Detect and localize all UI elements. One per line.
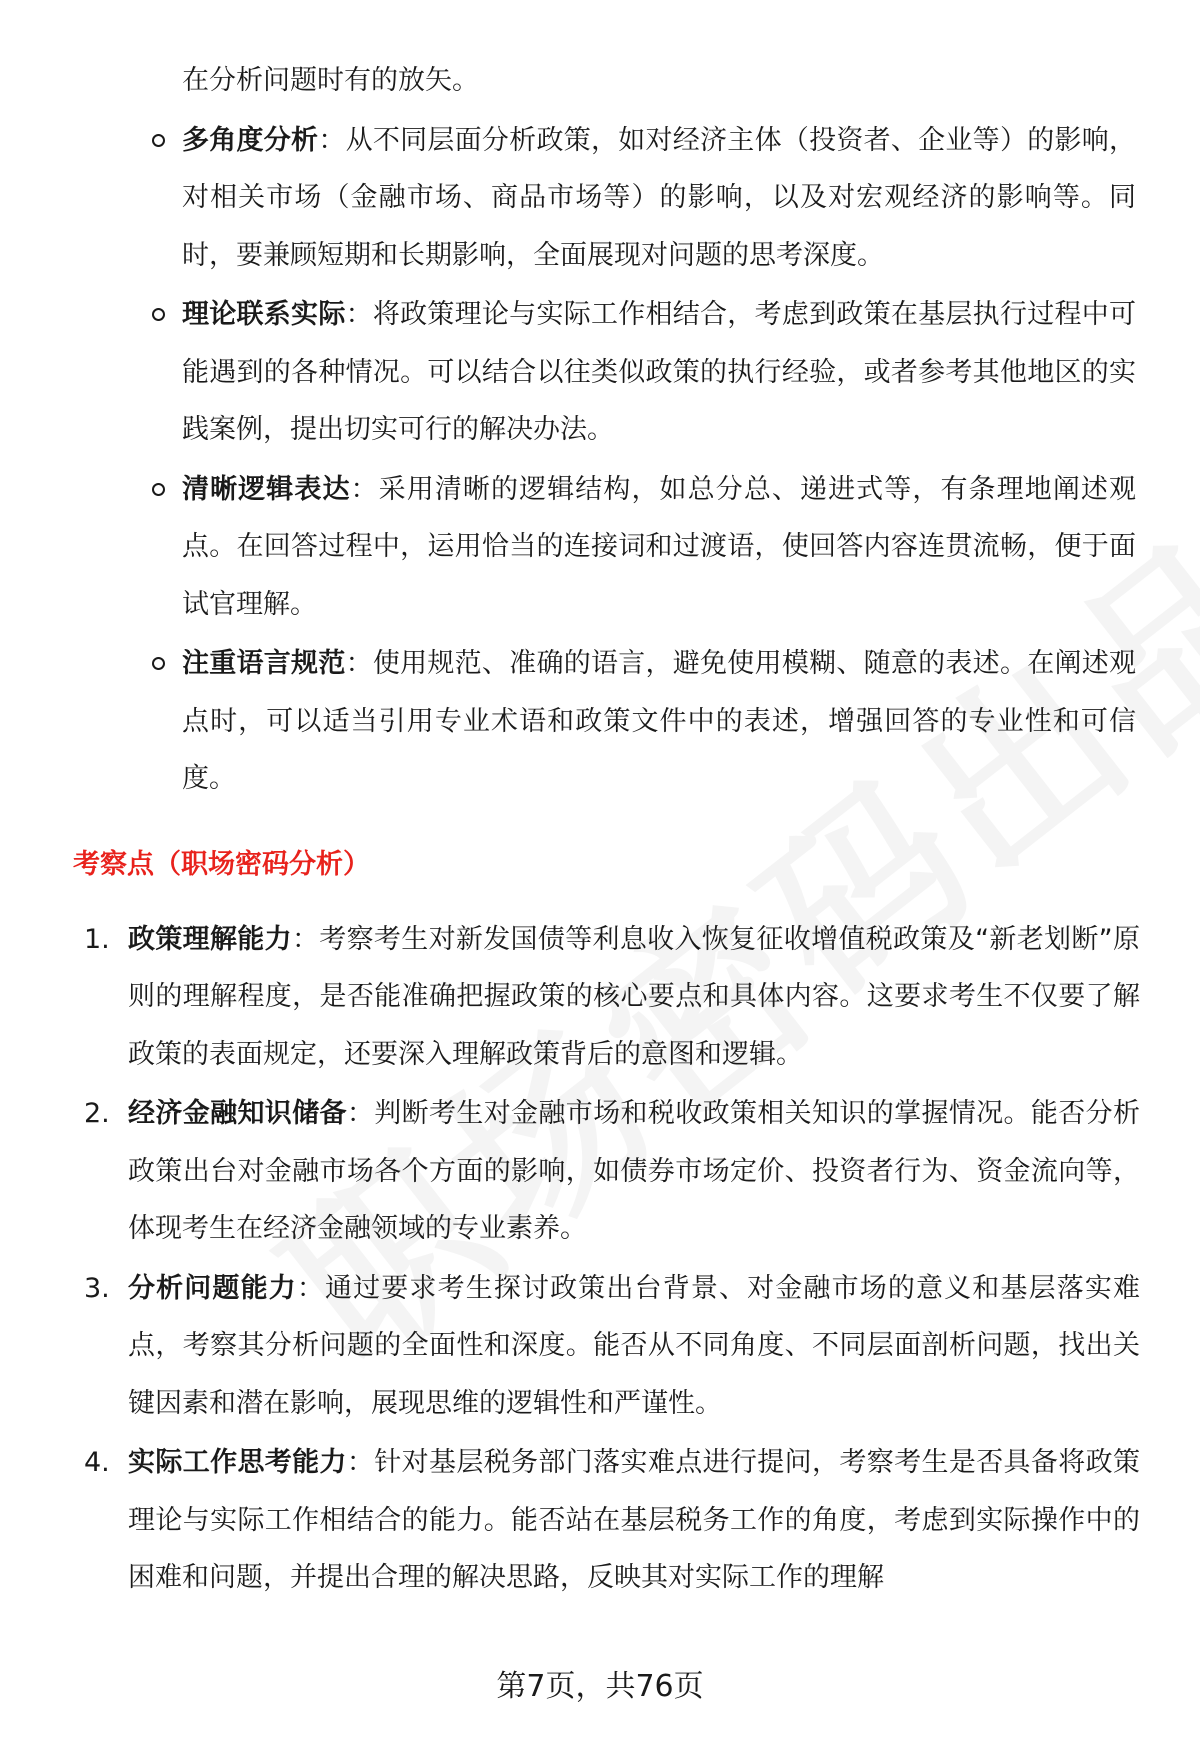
bullet-text: ：将政策理论与实际工作相结合，考虑到政策在基层执行过程中可能遇到的各种情况。可以结合以往类似政策的执行经验，或者参考其他地区的实践案例，提出切实可行的解决办法。	[182, 299, 1137, 445]
numbered-item	[84, 911, 1140, 1084]
page-number-footer: 第7页，共76页	[496, 1669, 704, 1704]
item-term: 分析问题能力	[128, 1272, 297, 1304]
item-text: ：通过要求考生探讨政策出台背景、对金融市场的意义和基层落实难点，考察其分析问题的全面性和深度。能否从不同角度、不同层面剖析问题，找出关键因素和潜在影响，展现思维的逻辑性和严谨性。	[128, 1272, 1141, 1419]
item-number: 1.	[84, 923, 110, 955]
tips-bullet-list	[0, 112, 1200, 808]
bullet-term: 注重语言规范	[182, 648, 346, 679]
item-term: 政策理解能力	[128, 923, 292, 955]
item-number: 3.	[84, 1272, 110, 1304]
item-text: ：判断考生对金融市场和税收政策相关知识的掌握情况。能否分析政策出台对金融市场各个方面的影响，如债券市场定价、投资者行为、资金流向等，体现考生在经济金融领域的专业素养。	[128, 1098, 1141, 1244]
hollow-circle-bullet-icon	[152, 483, 165, 496]
hollow-circle-bullet-icon	[152, 134, 165, 147]
bullet-item	[182, 286, 1136, 459]
bullet-text: ：从不同层面分析政策，如对经济主体（投资者、企业等）的影响，对相关市场（金融市场、商品市场等）的影响，以及对宏观经济的影响等。同时，要兼顾短期和长期影响，全面展现对问题的思考深度。	[182, 124, 1137, 271]
bullet-text: ：使用规范、准确的语言，避免使用模糊、随意的表述。在阐述观点时，可以适当引用专业术语和政策文件中的表述，增强回答的专业性和可信度。	[182, 648, 1137, 794]
numbered-item	[84, 1260, 1141, 1433]
numbered-list	[0, 911, 1200, 1607]
bullet-item	[182, 635, 1136, 808]
numbered-item	[84, 1085, 1141, 1258]
bullet-text: ：采用清晰的逻辑结构，如总分总、递进式等，有条理地阐述观点。在回答过程中，运用恰当的连接词和过渡语，使回答内容连贯流畅，便于面试官理解。	[182, 473, 1137, 620]
item-term: 经济金融知识储备	[128, 1098, 347, 1129]
item-number: 4.	[84, 1447, 110, 1478]
bullet-item	[182, 461, 1136, 634]
item-term: 实际工作思考能力	[128, 1447, 347, 1478]
hollow-circle-bullet-icon	[152, 308, 165, 321]
numbered-item	[84, 1434, 1141, 1607]
bullet-term: 理论联系实际	[182, 299, 346, 330]
bullet-term: 清晰逻辑表达	[182, 473, 351, 505]
hollow-circle-bullet-icon	[152, 657, 165, 670]
section-heading: 考察点（职场密码分析）	[73, 848, 370, 880]
item-text: ：针对基层税务部门落实难点进行提问，考察考生是否具备将政策理论与实际工作相结合的能力。能否站在基层税务工作的角度，考虑到实际操作中的困难和问题，并提出合理的解决思路，反映其对实际工作的理解	[128, 1447, 1141, 1593]
bullet-term: 多角度分析	[182, 124, 319, 156]
continuation-text: 在分析问题时有的放矢。	[182, 65, 479, 96]
bullet-item	[182, 112, 1136, 285]
item-text: ：考察考生对新发国债等利息收入恢复征收增值税政策及“新老划断”原则的理解程度，是否能准确把握政策的核心要点和具体内容。这要求考生不仅要了解政策的表面规定，还要深入理解政策背后的意图和逻辑。	[128, 923, 1140, 1070]
item-number: 2.	[84, 1098, 110, 1129]
